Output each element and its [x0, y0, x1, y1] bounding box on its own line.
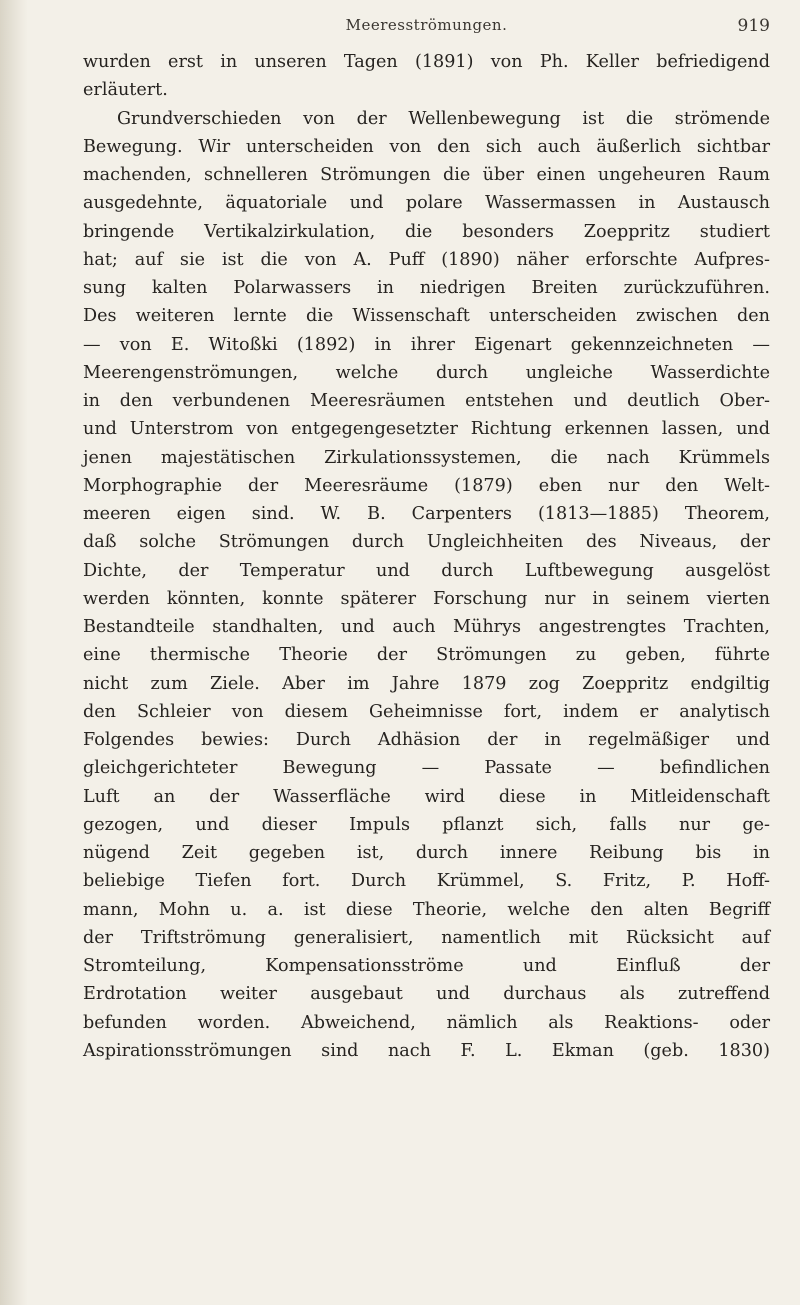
text-line: gleichgerichteter Bewegung — Passate — befindlichen [83, 758, 770, 779]
page-spine-shadow [0, 0, 28, 1305]
text-line: gezogen, und dieser Impuls pflanzt sich, falls nur ge- [83, 814, 770, 835]
text-line: der Triftströmung generalisiert, namentlich mit Rücksicht auf [83, 927, 770, 948]
text-line: ausgedehnte, äquatoriale und polare Wassermassen in Austausch [83, 193, 770, 214]
text-line: bringende Vertikalzirkulation, die besonders Zoeppritz studiert [83, 221, 770, 242]
text-line: befunden worden. Abweichend, nämlich als Reaktions- oder [83, 1012, 770, 1033]
text-line: Meerengenströmungen, welche durch ungleiche Wasserdichte [83, 362, 770, 383]
text-line: und Unterstrom von entgegengesetzter Richtung erkennen lassen, und [83, 419, 770, 440]
text-line: Grundverschieden von der Wellenbewegung ist die strömende [117, 108, 770, 129]
text-line: Morphographie der Meeresräume (1879) eben nur den Welt- [83, 475, 770, 496]
text-line: Erdrotation weiter ausgebaut und durchaus als zutreffend [83, 984, 770, 1005]
text-line: beliebige Tiefen fort. Durch Krümmel, S. Fritz, P. Hoff- [83, 871, 770, 892]
text-line: meeren eigen sind. W. B. Carpenters (1813—1885) Theorem, [83, 504, 770, 524]
text-line: den Schleier von diesem Geheimnisse fort, indem er analytisch [83, 701, 770, 722]
text-line: — von E. Witoßki (1892) in ihrer Eigenart gekennzeichneten — [83, 334, 770, 355]
text-line: Bewegung. Wir unterscheiden von den sich auch äußerlich sichtbar [83, 136, 770, 157]
text-line: nicht zum Ziele. Aber im Jahre 1879 zog Zoeppritz endgiltig [83, 673, 770, 694]
text-line: hat; auf sie ist die von A. Puff (1890) näher erforschte Aufpres- [83, 249, 770, 270]
text-line: machenden, schnelleren Strömungen die über einen ungeheuren Raum [83, 165, 770, 185]
text-line: in den verbundenen Meeresräumen entstehen und deutlich Ober- [83, 391, 770, 411]
text-line: nügend Zeit gegeben ist, durch innere Reibung bis in [83, 843, 770, 863]
text-line: erläutert. [83, 80, 168, 101]
text-line: Aspirationsströmungen sind nach F. L. Ekman (geb. 1830) [83, 1040, 770, 1061]
body-text [83, 48, 770, 1065]
text-line: wurden erst in unseren Tagen (1891) von Ph. Keller befriedigend [83, 52, 770, 72]
text-line: daß solche Strömungen durch Ungleichheiten des Niveaus, der [83, 532, 770, 553]
text-line: mann, Mohn u. a. ist diese Theorie, welche den alten Begriff [83, 899, 770, 920]
text-line: Luft an der Wasserfläche wird diese in Mitleidenschaft [83, 786, 770, 807]
text-line: jenen majestätischen Zirkulationssystemen, die nach Krümmels [83, 447, 770, 468]
text-line: Dichte, der Temperatur und durch Luftbewegung ausgelöst [83, 560, 770, 581]
text-line: Folgendes bewies: Durch Adhäsion der in regelmäßiger und [83, 730, 770, 750]
text-line: Des weiteren lernte die Wissenschaft unterscheiden zwischen den [83, 306, 770, 327]
text-line: sung kalten Polarwassers in niedrigen Breiten zurückzuführen. [83, 278, 770, 298]
text-line: Stromteilung, Kompensationsströme und Einfluß der [83, 956, 770, 976]
running-title: Meeresströmungen. [345, 16, 508, 34]
text-line: werden könnten, konnte späterer Forschung nur in seinem vierten [83, 588, 770, 609]
text-line: Bestandteile standhalten, und auch Mührys angestrengtes Trachten, [83, 617, 770, 637]
text-line: eine thermische Theorie der Strömungen zu geben, führte [83, 645, 770, 666]
page-number: 919 [737, 16, 770, 36]
page-header [83, 0, 770, 48]
